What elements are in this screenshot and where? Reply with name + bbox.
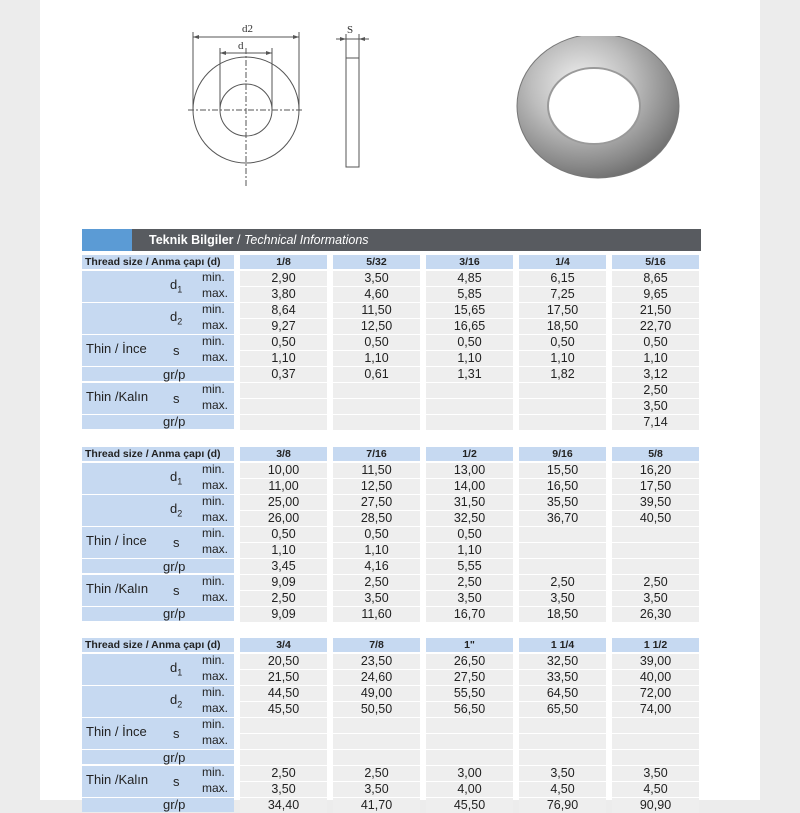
- thin-grp-value: [612, 750, 699, 765]
- thin-grp-value: 1,31: [426, 367, 513, 382]
- thick-grp-value: [519, 415, 606, 430]
- d2-max-value: 32,50: [426, 511, 513, 526]
- d2-min-value: 72,00: [612, 686, 699, 701]
- d1-min-value: 23,50: [333, 654, 420, 669]
- thread-size-3: 3/16: [426, 255, 513, 269]
- d2-max-value: 26,00: [240, 511, 327, 526]
- thin-grp-value: [240, 750, 327, 765]
- thin-grp-value: 0,61: [333, 367, 420, 382]
- thick-grp-value: 45,50: [426, 798, 513, 813]
- limit-label: min.: [202, 494, 225, 508]
- d1-max-value: 4,60: [333, 287, 420, 302]
- thick-max-value: 3,50: [519, 591, 606, 606]
- thread-size-2: 7/8: [333, 638, 420, 652]
- d2-max-value: 56,50: [426, 702, 513, 717]
- thin-max-value: [519, 734, 606, 749]
- d1-min-value: 2,90: [240, 271, 327, 286]
- thick-min-value: 3,50: [519, 766, 606, 781]
- limit-label: min.: [202, 685, 225, 699]
- limit-label: max.: [202, 669, 229, 683]
- grp-label: gr/p: [163, 750, 186, 765]
- dimension-label: $d_1$: [170, 277, 183, 295]
- thick-min-value: 2,50: [333, 766, 420, 781]
- d2-min-value: 35,50: [519, 495, 606, 510]
- thick-label: Thin /Kalın: [86, 389, 149, 404]
- d2-min-value: 44,50: [240, 686, 327, 701]
- thread-size-3: 1": [426, 638, 513, 652]
- thick-grp-value: 7,14: [612, 415, 699, 430]
- thick-grp-value: 90,90: [612, 798, 699, 813]
- thick-grp-value: 76,90: [519, 798, 606, 813]
- d2-min-value: 8,64: [240, 303, 327, 318]
- limit-label: max.: [202, 701, 229, 715]
- thread-size-4: 1 1/4: [519, 638, 606, 652]
- thick-grp-value: 34,40: [240, 798, 327, 813]
- thick-max-value: [240, 399, 327, 414]
- limit-label: min.: [202, 334, 225, 348]
- dimension-label: $d_1$: [170, 469, 183, 487]
- d1-max-value: 14,00: [426, 479, 513, 494]
- thread-size-5: 5/16: [612, 255, 699, 269]
- thin-min-value: [426, 718, 513, 733]
- d1-min-value: 20,50: [240, 654, 327, 669]
- thin-max-value: 1,10: [426, 351, 513, 366]
- thin-max-value: 1,10: [426, 543, 513, 558]
- thin-grp-value: 3,45: [240, 559, 327, 574]
- limit-label: min.: [202, 765, 225, 779]
- limit-label: max.: [202, 542, 229, 556]
- limit-label: min.: [202, 462, 225, 476]
- dim-label-s: S: [347, 24, 354, 36]
- thin-min-value: [612, 718, 699, 733]
- thin-grp-value: [612, 559, 699, 574]
- thin-min-value: 0,50: [333, 335, 420, 350]
- thin-max-value: [333, 734, 420, 749]
- thick-grp-value: 9,09: [240, 607, 327, 622]
- d2-max-value: 12,50: [333, 319, 420, 334]
- thin-min-value: 0,50: [240, 527, 327, 542]
- thin-max-value: 1,10: [612, 351, 699, 366]
- d1-min-value: 6,15: [519, 271, 606, 286]
- thick-min-value: 3,50: [612, 766, 699, 781]
- thick-label: Thin /Kalın: [86, 772, 149, 787]
- limit-label: max.: [202, 478, 229, 492]
- thread-size-2: 7/16: [333, 447, 420, 461]
- thin-grp-value: [426, 750, 513, 765]
- thin-max-value: [240, 734, 327, 749]
- thin-grp-value: 1,82: [519, 367, 606, 382]
- d2-min-value: 55,50: [426, 686, 513, 701]
- d1-min-value: 15,50: [519, 463, 606, 478]
- thin-min-value: [612, 527, 699, 542]
- thin-max-value: 1,10: [333, 543, 420, 558]
- d2-min-value: 27,50: [333, 495, 420, 510]
- d1-max-value: 27,50: [426, 670, 513, 685]
- d1-max-value: 33,50: [519, 670, 606, 685]
- d2-max-value: 16,65: [426, 319, 513, 334]
- thick-max-value: 3,50: [333, 782, 420, 797]
- thick-min-value: 9,09: [240, 575, 327, 590]
- d1-max-value: 21,50: [240, 670, 327, 685]
- thin-label: Thin / İnce: [86, 724, 147, 739]
- d1-min-value: 11,50: [333, 463, 420, 478]
- grp-label: gr/p: [163, 559, 186, 574]
- thick-max-value: 4,00: [426, 782, 513, 797]
- washer-side-view: [346, 58, 359, 167]
- thin-min-value: 0,50: [612, 335, 699, 350]
- d1-max-value: 16,50: [519, 479, 606, 494]
- thin-grp-value: 0,37: [240, 367, 327, 382]
- thin-min-value: [333, 718, 420, 733]
- s-label: s: [173, 535, 180, 550]
- limit-label: min.: [202, 302, 225, 316]
- s-label: s: [173, 343, 180, 358]
- washer-photo: [508, 36, 690, 196]
- thick-min-value: [240, 383, 327, 398]
- d2-min-value: 64,50: [519, 686, 606, 701]
- d2-min-value: 39,50: [612, 495, 699, 510]
- thick-max-value: [426, 399, 513, 414]
- thin-min-value: [519, 527, 606, 542]
- thick-grp-value: 18,50: [519, 607, 606, 622]
- limit-label: min.: [202, 717, 225, 731]
- thread-size-header: Thread size / Anma çapı (d): [82, 255, 234, 269]
- d1-min-value: 13,00: [426, 463, 513, 478]
- limit-label: max.: [202, 590, 229, 604]
- thread-size-4: 9/16: [519, 447, 606, 461]
- thread-size-1: 1/8: [240, 255, 327, 269]
- thick-max-value: 3,50: [612, 399, 699, 414]
- thick-grp-value: 16,70: [426, 607, 513, 622]
- thick-min-value: 2,50: [612, 383, 699, 398]
- thick-min-value: [333, 383, 420, 398]
- s-label: s: [173, 726, 180, 741]
- limit-label: max.: [202, 510, 229, 524]
- thread-size-header: Thread size / Anma çapı (d): [82, 638, 234, 652]
- d2-min-value: 31,50: [426, 495, 513, 510]
- thick-grp-value: [240, 415, 327, 430]
- thin-min-value: [240, 718, 327, 733]
- thin-min-value: 0,50: [333, 527, 420, 542]
- technical-info-banner: [82, 229, 701, 251]
- thick-max-value: 3,50: [426, 591, 513, 606]
- d1-min-value: 4,85: [426, 271, 513, 286]
- thread-size-5: 5/8: [612, 447, 699, 461]
- d2-max-value: 9,27: [240, 319, 327, 334]
- thread-size-1: 3/4: [240, 638, 327, 652]
- thin-min-value: 0,50: [519, 335, 606, 350]
- limit-label: max.: [202, 318, 229, 332]
- d1-min-value: 16,20: [612, 463, 699, 478]
- thin-grp-value: [519, 750, 606, 765]
- thick-grp-value: [333, 415, 420, 430]
- thin-max-value: [519, 543, 606, 558]
- thin-min-value: [519, 718, 606, 733]
- d2-max-value: 28,50: [333, 511, 420, 526]
- dimension-label: $d_2$: [170, 692, 183, 710]
- banner-accent: [82, 229, 132, 251]
- dimension-label: $d_2$: [170, 501, 183, 519]
- d2-max-value: 45,50: [240, 702, 327, 717]
- d1-max-value: 9,65: [612, 287, 699, 302]
- thread-size-2: 5/32: [333, 255, 420, 269]
- d1-min-value: 8,65: [612, 271, 699, 286]
- row-label-bg: [82, 798, 234, 812]
- thick-max-value: 3,50: [240, 782, 327, 797]
- thread-size-4: 1/4: [519, 255, 606, 269]
- thread-size-5: 1 1/2: [612, 638, 699, 652]
- d2-max-value: 22,70: [612, 319, 699, 334]
- thread-size-3: 1/2: [426, 447, 513, 461]
- thin-grp-value: 4,16: [333, 559, 420, 574]
- thick-grp-value: [426, 415, 513, 430]
- s-label: s: [173, 774, 180, 789]
- thin-max-value: 1,10: [240, 543, 327, 558]
- thick-min-value: [519, 383, 606, 398]
- thick-grp-value: 11,60: [333, 607, 420, 622]
- thick-max-value: [333, 399, 420, 414]
- limit-label: min.: [202, 382, 225, 396]
- limit-label: max.: [202, 733, 229, 747]
- thin-min-value: 0,50: [426, 335, 513, 350]
- d1-max-value: 40,00: [612, 670, 699, 685]
- thin-label: Thin / İnce: [86, 533, 147, 548]
- thick-min-value: 3,00: [426, 766, 513, 781]
- thick-grp-value: 26,30: [612, 607, 699, 622]
- thick-min-value: 2,50: [426, 575, 513, 590]
- d1-min-value: 26,50: [426, 654, 513, 669]
- thin-grp-value: 3,12: [612, 367, 699, 382]
- d2-max-value: 74,00: [612, 702, 699, 717]
- thin-max-value: [426, 734, 513, 749]
- d1-min-value: 32,50: [519, 654, 606, 669]
- d2-max-value: 65,50: [519, 702, 606, 717]
- limit-label: max.: [202, 286, 229, 300]
- row-label-bg: [82, 415, 234, 429]
- grp-label: gr/p: [163, 606, 186, 621]
- limit-label: min.: [202, 653, 225, 667]
- row-label-bg: [82, 367, 234, 381]
- row-label-bg: [82, 607, 234, 621]
- d1-max-value: 3,80: [240, 287, 327, 302]
- d2-max-value: 50,50: [333, 702, 420, 717]
- d2-max-value: 18,50: [519, 319, 606, 334]
- grp-label: gr/p: [163, 367, 186, 382]
- thick-max-value: [519, 399, 606, 414]
- d1-max-value: 7,25: [519, 287, 606, 302]
- dimension-label: $d_2$: [170, 309, 183, 327]
- thin-max-value: 1,10: [333, 351, 420, 366]
- thread-size-header: Thread size / Anma çapı (d): [82, 447, 234, 461]
- limit-label: min.: [202, 526, 225, 540]
- thick-grp-value: 41,70: [333, 798, 420, 813]
- d1-min-value: 39,00: [612, 654, 699, 669]
- d2-min-value: 15,65: [426, 303, 513, 318]
- d2-max-value: 40,50: [612, 511, 699, 526]
- thin-grp-value: 5,55: [426, 559, 513, 574]
- d1-max-value: 12,50: [333, 479, 420, 494]
- d2-min-value: 21,50: [612, 303, 699, 318]
- d1-min-value: 10,00: [240, 463, 327, 478]
- banner-title: Teknik Bilgiler / Technical Informations: [149, 233, 369, 247]
- dim-label-d2: d2: [242, 23, 253, 35]
- thick-min-value: 2,50: [612, 575, 699, 590]
- thick-max-value: 4,50: [612, 782, 699, 797]
- d1-max-value: 17,50: [612, 479, 699, 494]
- limit-label: min.: [202, 574, 225, 588]
- thick-max-value: 2,50: [240, 591, 327, 606]
- s-label: s: [173, 583, 180, 598]
- thin-max-value: 1,10: [519, 351, 606, 366]
- thick-max-value: 3,50: [333, 591, 420, 606]
- d2-min-value: 11,50: [333, 303, 420, 318]
- grp-label: gr/p: [163, 797, 186, 812]
- washer-technical-drawing: [150, 18, 370, 190]
- grp-label: gr/p: [163, 414, 186, 429]
- dimension-label: $d_1$: [170, 660, 183, 678]
- row-label-bg: [82, 750, 234, 764]
- thin-max-value: 1,10: [240, 351, 327, 366]
- d2-min-value: 17,50: [519, 303, 606, 318]
- thin-min-value: 0,50: [426, 527, 513, 542]
- thick-max-value: 4,50: [519, 782, 606, 797]
- d2-min-value: 25,00: [240, 495, 327, 510]
- d1-max-value: 11,00: [240, 479, 327, 494]
- limit-label: max.: [202, 398, 229, 412]
- d2-min-value: 49,00: [333, 686, 420, 701]
- d1-min-value: 3,50: [333, 271, 420, 286]
- limit-label: max.: [202, 350, 229, 364]
- thick-min-value: [426, 383, 513, 398]
- thick-min-value: 2,50: [519, 575, 606, 590]
- thin-grp-value: [333, 750, 420, 765]
- thin-min-value: 0,50: [240, 335, 327, 350]
- thin-label: Thin / İnce: [86, 341, 147, 356]
- row-label-bg: [82, 559, 234, 573]
- s-label: s: [173, 391, 180, 406]
- thin-max-value: [612, 543, 699, 558]
- limit-label: max.: [202, 781, 229, 795]
- thick-min-value: 2,50: [333, 575, 420, 590]
- d2-max-value: 36,70: [519, 511, 606, 526]
- thin-max-value: [612, 734, 699, 749]
- thick-max-value: 3,50: [612, 591, 699, 606]
- thin-grp-value: [519, 559, 606, 574]
- limit-label: min.: [202, 270, 225, 284]
- d1-max-value: 24,60: [333, 670, 420, 685]
- thread-size-1: 3/8: [240, 447, 327, 461]
- thick-label: Thin /Kalın: [86, 581, 149, 596]
- thick-min-value: 2,50: [240, 766, 327, 781]
- d1-max-value: 5,85: [426, 287, 513, 302]
- dim-label-d: d: [238, 40, 244, 52]
